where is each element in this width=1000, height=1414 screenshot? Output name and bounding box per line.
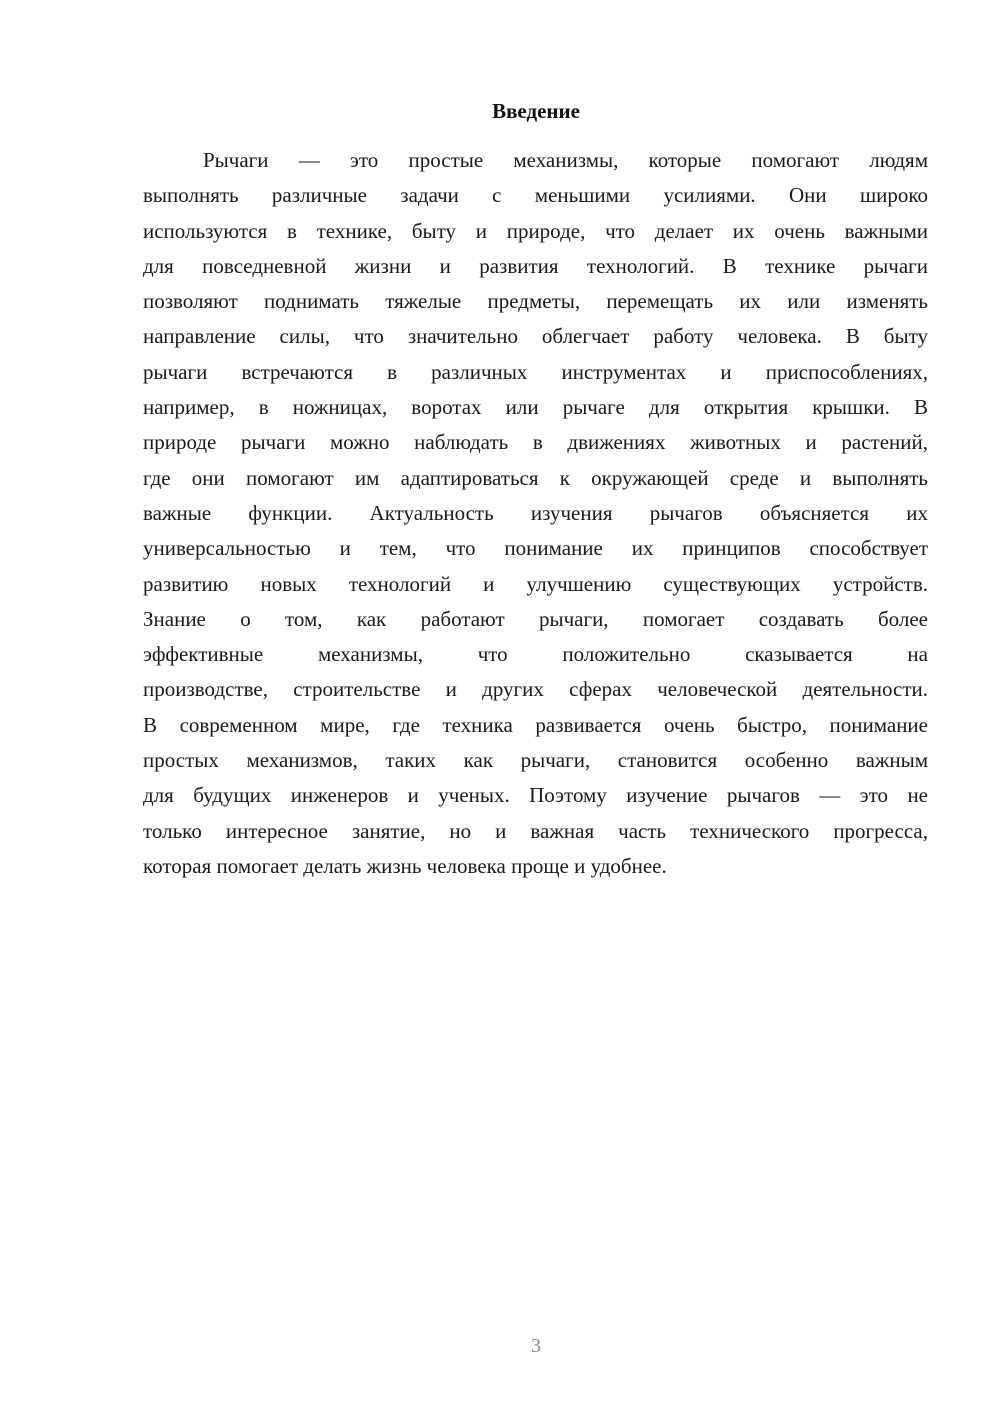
paragraph-line: природе рычаги можно наблюдать в движениях животных и растений, xyxy=(143,430,928,455)
paragraph-line: для будущих инженеров и ученых. Поэтому изучение рычагов — это не xyxy=(143,783,928,808)
paragraph-line: рычаги встречаются в различных инструментах и приспособлениях, xyxy=(143,359,928,384)
paragraph-line: Рычаги — это простые механизмы, которые помогают людям xyxy=(203,148,928,172)
paragraph-line: производстве, строительстве и других сферах человеческой деятельности. xyxy=(143,677,928,702)
paragraph-line: эффективные механизмы, что положительно сказывается на xyxy=(143,642,928,667)
paragraph-line: универсальностью и тем, что понимание их принципов способствует xyxy=(143,536,928,561)
paragraph-line: важные функции. Актуальность изучения рычагов объясняется их xyxy=(143,500,928,525)
intro-paragraph xyxy=(143,143,928,884)
paragraph-line: В современном мире, где техника развивается очень быстро, понимание xyxy=(143,712,928,737)
page-number: 3 xyxy=(531,1335,541,1357)
paragraph-line: выполнять различные задачи с меньшими усилиями. Они широко xyxy=(143,183,928,208)
paragraph-line: где они помогают им адаптироваться к окружающей среде и выполнять xyxy=(143,465,928,490)
paragraph-line: используются в технике, быту и природе, что делает их очень важными xyxy=(143,218,928,243)
paragraph-line: Знание о том, как работают рычаги, помогает создавать более xyxy=(143,606,928,631)
paragraph-line: направление силы, что значительно облегчает работу человека. В быту xyxy=(143,324,928,349)
paragraph-line: развитию новых технологий и улучшению существующих устройств. xyxy=(143,571,928,596)
paragraph-line: позволяют поднимать тяжелые предметы, перемещать их или изменять xyxy=(143,289,928,314)
paragraph-line: которая помогает делать жизнь человека проще и удобнее. xyxy=(143,853,667,878)
section-heading: Введение xyxy=(492,99,580,123)
paragraph-line: для повседневной жизни и развития технологий. В технике рычаги xyxy=(143,253,928,278)
paragraph-line: например, в ножницах, воротах или рычаге для открытия крышки. В xyxy=(143,395,928,420)
paragraph-line: только интересное занятие, но и важная часть технического прогресса, xyxy=(143,818,928,843)
paragraph-line: простых механизмов, таких как рычаги, становится особенно важным xyxy=(143,748,928,773)
